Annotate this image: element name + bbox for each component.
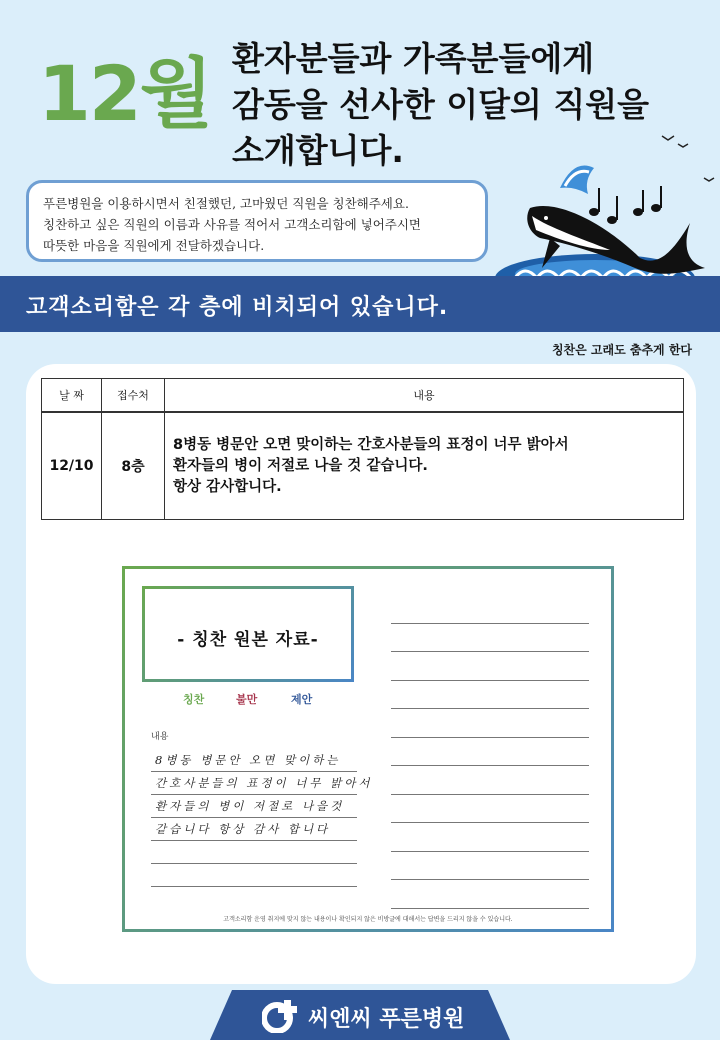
ruled-line	[391, 852, 589, 881]
month-label: 12월	[38, 49, 212, 138]
praise-table	[41, 378, 684, 520]
column-header-location: 접수처	[102, 379, 165, 413]
table-row	[42, 412, 684, 520]
column-header-content: 내용	[165, 379, 684, 413]
headline-line: 감동을 선사한 이달의 직원을	[232, 85, 650, 124]
blank-line	[151, 864, 357, 887]
column-header-date: 날 짜	[42, 379, 102, 413]
content-line: 환자들의 병이 저절로 나을 것 같습니다.	[173, 457, 428, 474]
intro-line: 푸른병원을 이용하시면서 친절했던, 고마웠던 직원을 칭찬해주세요.	[43, 196, 409, 211]
hospital-name: 씨엔씨 푸른병원	[308, 1007, 465, 1032]
ruled-line	[391, 823, 589, 852]
cell-date: 12/10	[42, 412, 102, 520]
handwritten-line: 8병동 병문안 오면 맞이하는	[151, 749, 357, 772]
hospital-logo-bar	[210, 990, 510, 1040]
content-line: 항상 감사합니다.	[173, 478, 282, 495]
handwritten-line: 환자들의 병이 저절로 나을것	[151, 795, 357, 818]
cell-content	[165, 412, 684, 520]
slogan: 칭찬은 고래도 춤추게 한다	[551, 343, 692, 357]
handwritten-line: 간호사분들의 표정이 너무 밝아서	[151, 772, 357, 795]
blank-line	[151, 841, 357, 864]
ruled-line	[391, 652, 589, 681]
ruled-line	[391, 709, 589, 738]
ruled-line	[391, 738, 589, 767]
ruled-line	[391, 766, 589, 795]
ruled-lines	[391, 595, 589, 909]
intro-line: 칭찬하고 싶은 직원의 이름과 사유를 적어서 고객소리함에 넣어주시면	[43, 217, 421, 232]
ruled-line	[391, 880, 589, 909]
intro-box	[26, 180, 488, 262]
cell-location: 8층	[102, 412, 165, 520]
banner	[0, 276, 720, 332]
original-praise-card	[122, 566, 614, 932]
headline-line: 소개합니다.	[232, 131, 404, 170]
category-praise: 칭찬	[183, 693, 205, 706]
hospital-logo-icon	[262, 999, 302, 1033]
ruled-line	[391, 624, 589, 653]
card-title-box	[142, 586, 354, 682]
content-line: 8병동 병문안 오면 맞이하는 간호사분들의 표정이 너무 밝아서	[173, 436, 569, 453]
ruled-line	[391, 795, 589, 824]
ruled-line	[391, 595, 589, 624]
category-suggestion: 제안	[291, 693, 313, 706]
category-complaint: 불만	[236, 693, 258, 706]
handwritten-line: 같습니다 항상 감사 합니다	[151, 818, 357, 841]
banner-text: 고객소리함은 각 층에 비치되어 있습니다.	[26, 295, 449, 320]
headline-line: 환자분들과 가족분들에게	[232, 39, 595, 78]
handwritten-lines	[151, 749, 373, 887]
intro-line: 따뜻한 마음을 직원에게 전달하겠습니다.	[43, 238, 265, 253]
ruled-line	[391, 681, 589, 710]
table-header-row	[42, 379, 684, 413]
card-title: - 칭찬 원본 자료-	[177, 630, 319, 650]
card-content-label: 내용	[151, 732, 169, 742]
card-footnote: 고객소리함 운영 취지에 맞지 않는 내용이나 확인되지 않은 비방글에 대해서는 답변을 드리지 않을 수 있습니다.	[223, 916, 513, 923]
